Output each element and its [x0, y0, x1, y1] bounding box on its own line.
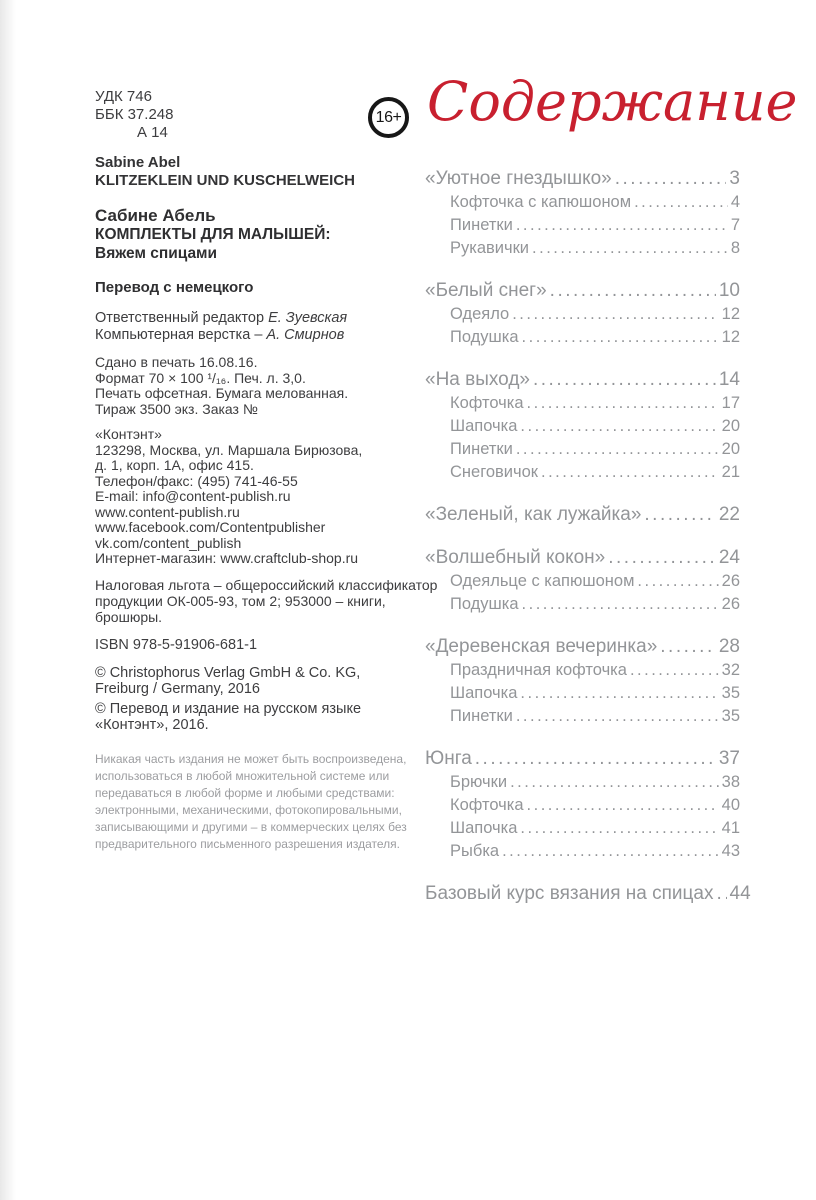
table-of-contents — [425, 168, 751, 926]
toc-section — [425, 748, 740, 865]
original-title-block — [95, 154, 440, 190]
toc-section — [425, 504, 740, 529]
dot-leader — [615, 168, 727, 190]
toc-subentry-row — [425, 463, 740, 486]
toc-entry-label: Брючки — [450, 773, 508, 791]
toc-entry-label: Пинетки — [450, 216, 513, 234]
toc-section-title-row — [425, 883, 751, 908]
toc-subentry-row — [425, 707, 740, 730]
dot-leader — [520, 417, 718, 436]
copyright-original-line1: © Christophorus Verlag GmbH & Co. KG, — [95, 664, 361, 681]
toc-subentry-row — [425, 239, 740, 262]
toc-section — [425, 547, 740, 618]
toc-entry-label: Праздничная кофточка — [450, 661, 627, 679]
publisher-phone: Телефон/факс: (495) 741-46-55 — [95, 472, 298, 489]
copyright-original-line2: Freiburg / Germany, 2016 — [95, 680, 260, 697]
toc-entry-page: 3 — [729, 168, 740, 189]
dot-leader — [608, 547, 716, 569]
toc-entry-page: 20 — [721, 417, 740, 435]
tax-note-block — [95, 577, 440, 625]
publisher-website: www.content-publish.ru — [95, 503, 240, 520]
toc-entry-page: 12 — [721, 328, 740, 346]
publisher-vk: vk.com/content_publish — [95, 534, 242, 551]
toc-entry-page: 4 — [730, 193, 740, 211]
toc-section-title-row — [425, 547, 740, 572]
toc-entry-page: 41 — [721, 819, 740, 837]
toc-subentry-row — [425, 216, 740, 239]
dot-leader — [510, 773, 719, 792]
publisher-address-line: 123298, Москва, ул. Маршала Бирюзова, — [95, 441, 363, 458]
dot-leader — [533, 369, 716, 391]
dot-leader — [502, 842, 719, 861]
dot-leader — [717, 883, 727, 905]
toc-subentry-row — [425, 193, 740, 216]
toc-entry-page: 20 — [721, 440, 740, 458]
toc-entry-label: Шапочка — [450, 684, 518, 702]
original-title: KLITZEKLEIN UND KUSCHELWEICH — [95, 172, 355, 189]
contents-title: Содержание — [427, 70, 798, 133]
toc-entry-label: Одеяльце с капюшоном — [450, 572, 635, 590]
toc-entry-page: 44 — [729, 883, 751, 904]
tax-note-line: Налоговая льгота – общероссийский классификатор — [95, 576, 438, 593]
toc-entry-page: 40 — [721, 796, 740, 814]
toc-subentry-row — [425, 773, 740, 796]
toc-section — [425, 636, 740, 730]
toc-subentry-row — [425, 684, 740, 707]
toc-section-title-row — [425, 504, 740, 529]
toc-entry-label: Кофточка — [450, 796, 524, 814]
toc-entry-label: Подушка — [450, 595, 519, 613]
print-info-line: Сдано в печать 16.08.16. — [95, 354, 258, 370]
tax-note-line: брошюры. — [95, 608, 163, 625]
russian-title-line2: Вяжем спицами — [95, 245, 218, 262]
editor-line — [95, 310, 440, 327]
publisher-email: E-mail: info@content-publish.ru — [95, 488, 291, 504]
layout-line — [95, 327, 440, 344]
dot-leader — [522, 595, 719, 614]
print-info-line: Тираж 3500 экз. Заказ № — [95, 400, 258, 417]
dot-leader — [520, 684, 718, 703]
publisher-block — [95, 427, 440, 567]
dot-leader — [527, 394, 719, 413]
original-author: Sabine Abel — [95, 154, 181, 171]
toc-entry-page: 21 — [721, 463, 740, 481]
toc-section-title-row — [425, 168, 740, 193]
toc-subentry-row — [425, 417, 740, 440]
toc-entry-page: 17 — [721, 394, 740, 412]
bbk-code: ББК 37.248 — [95, 106, 174, 123]
age-rating-badge — [368, 97, 409, 138]
toc-entry-page: 43 — [721, 842, 740, 860]
toc-entry-page: 37 — [718, 748, 740, 769]
toc-section-title-row — [425, 748, 740, 773]
tax-note-line: продукции ОК-005-93, том 2; 953000 – книги, — [95, 592, 386, 609]
editor-name: Е. Зуевская — [268, 310, 348, 326]
dot-leader — [516, 216, 728, 235]
layout-label: Компьютерная верстка – — [95, 326, 267, 343]
dot-leader — [516, 707, 719, 726]
russian-title-block — [95, 206, 440, 263]
translation-note: Перевод с немецкого — [95, 279, 254, 296]
imprint-column — [95, 88, 440, 853]
toc-entry-page: 24 — [718, 547, 740, 568]
toc-entry-label: Кофточка с капюшоном — [450, 193, 632, 211]
dot-leader — [516, 440, 719, 459]
editor-label: Ответственный редактор — [95, 310, 269, 326]
print-info-line: Формат 70 × 100 ¹/₁₆. Печ. л. 3,0. — [95, 369, 306, 386]
dot-leader — [630, 661, 719, 680]
toc-entry-label: Кофточка — [450, 394, 524, 412]
toc-entry-page: 26 — [721, 595, 740, 613]
toc-section — [425, 369, 740, 486]
toc-entry-label: «Уютное гнездышко» — [425, 168, 612, 189]
toc-entry-label: Рыбка — [450, 842, 500, 860]
isbn: ISBN 978-5-91906-681-1 — [95, 636, 258, 653]
toc-section — [425, 280, 740, 351]
toc-entry-page: 35 — [721, 707, 740, 725]
dot-leader — [644, 504, 715, 526]
toc-subentry-row — [425, 305, 740, 328]
toc-entry-page: 7 — [730, 216, 740, 234]
toc-entry-page: 28 — [718, 636, 740, 657]
udk-code: УДК 746 — [95, 88, 152, 105]
dot-leader — [532, 239, 728, 258]
author-sign-code: А 14 — [137, 124, 168, 141]
toc-entry-page: 14 — [718, 369, 740, 390]
toc-subentry-row — [425, 796, 740, 819]
toc-entry-label: «Волшебный кокон» — [425, 547, 606, 568]
dot-leader — [637, 572, 718, 591]
toc-subentry-row — [425, 394, 740, 417]
dot-leader — [527, 796, 719, 815]
toc-entry-page: 38 — [721, 773, 740, 791]
copyright-translation-line1: © Перевод и издание на русском языке — [95, 700, 362, 717]
dot-leader — [522, 328, 719, 347]
dot-leader — [541, 463, 719, 482]
copyright-original-block — [95, 665, 440, 697]
toc-entry-page: 8 — [730, 239, 740, 257]
toc-entry-label: Снеговичок — [450, 463, 539, 481]
editors-block — [95, 310, 440, 343]
russian-author: Сабине Абель — [95, 206, 216, 225]
toc-section-title-row — [425, 636, 740, 661]
toc-entry-label: Пинетки — [450, 440, 513, 458]
toc-subentry-row — [425, 572, 740, 595]
toc-subentry-row — [425, 819, 740, 842]
dot-leader — [634, 193, 728, 212]
toc-entry-label: «Деревенская вечеринка» — [425, 636, 658, 657]
toc-entry-label: Рукавички — [450, 239, 530, 257]
age-rating-label: 16+ — [375, 108, 402, 126]
toc-entry-label: Подушка — [450, 328, 519, 346]
toc-subentry-row — [425, 328, 740, 351]
toc-entry-label: Шапочка — [450, 417, 518, 435]
dot-leader — [520, 819, 718, 838]
toc-section — [425, 168, 740, 262]
toc-subentry-row — [425, 661, 740, 684]
toc-entry-page: 26 — [721, 572, 740, 590]
toc-section-title-row — [425, 280, 740, 305]
toc-entry-label: «На выход» — [425, 369, 530, 390]
dot-leader — [512, 305, 718, 324]
publisher-facebook: www.facebook.com/Contentpublisher — [95, 519, 326, 535]
toc-subentry-row — [425, 595, 740, 618]
toc-entry-label: Базовый курс вязания на спицах — [425, 883, 714, 904]
dot-leader — [475, 748, 716, 770]
publisher-address-line: д. 1, корп. 1А, офис 415. — [95, 457, 254, 473]
toc-section-title-row — [425, 369, 740, 394]
toc-entry-label: Одеяло — [450, 305, 510, 323]
page-edge-shadow — [0, 0, 16, 1200]
copyright-translation-line2: «Контэнт», 2016. — [95, 716, 209, 733]
rights-notice: Никакая часть издания не может быть воспроизведена, использоваться в любой множительной системе или передаваться в любой форме и любыми средствами: электронными, механическими, фотокопировальными, записывающими и другими – в коммерческих целях без предварительного письменного разрешения издателя. — [95, 751, 407, 851]
print-info-line: Печать офсетная. Бумага мелованная. — [95, 385, 349, 401]
print-info-block — [95, 355, 440, 417]
toc-entry-label: Шапочка — [450, 819, 518, 837]
toc-subentry-row — [425, 440, 740, 463]
publisher-shop: Интернет-магазин: www.craftclub-shop.ru — [95, 550, 359, 566]
dot-leader — [660, 636, 716, 658]
russian-title-line1: КОМПЛЕКТЫ ДЛЯ МАЛЫШЕЙ: — [95, 226, 331, 243]
dot-leader — [550, 280, 716, 302]
publisher-name: «Контэнт» — [95, 426, 162, 442]
toc-entry-label: «Зеленый, как лужайка» — [425, 504, 642, 525]
toc-subentry-row — [425, 842, 740, 865]
toc-entry-label: «Белый снег» — [425, 280, 547, 301]
toc-entry-page: 32 — [721, 661, 740, 679]
layout-name: А. Смирнов — [266, 326, 345, 343]
toc-entry-page: 35 — [721, 684, 740, 702]
toc-entry-label: Пинетки — [450, 707, 513, 725]
toc-section — [425, 883, 751, 908]
toc-entry-page: 12 — [721, 305, 740, 323]
toc-entry-page: 10 — [718, 280, 740, 301]
toc-entry-page: 22 — [718, 504, 740, 525]
toc-entry-label: Юнга — [425, 748, 472, 769]
copyright-translation-block — [95, 701, 440, 733]
